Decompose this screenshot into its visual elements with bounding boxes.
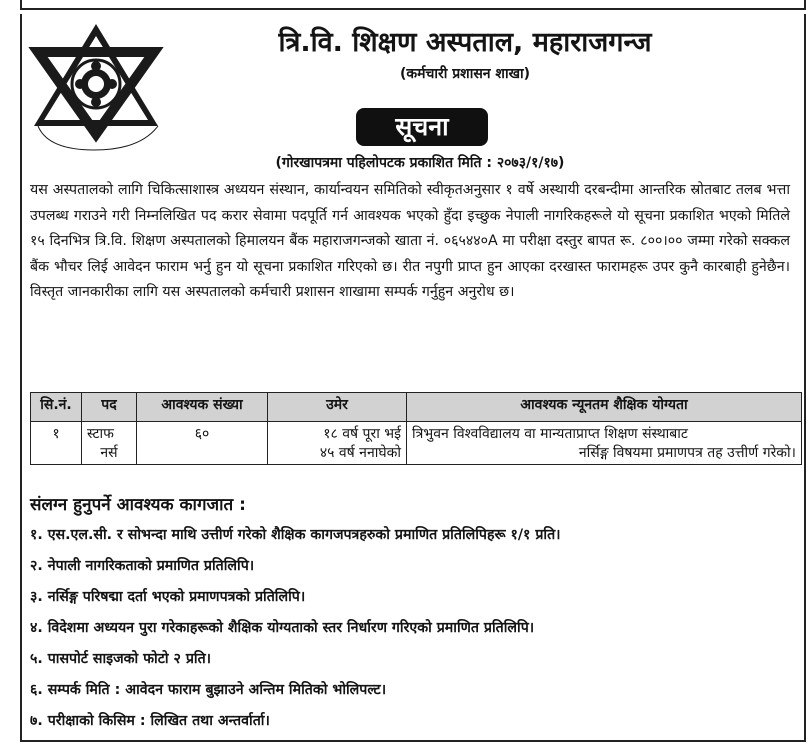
notice-badge: सूचना (356, 108, 488, 146)
list-item: ४. विदेशमा अध्ययन पुरा गरेकाहरूको शैक्षिक योग्यताको स्तर निर्धारण गरिएको प्रमाणित प्रतिलिपि। (30, 620, 535, 636)
required-documents-list (30, 522, 800, 739)
table-row (31, 422, 802, 465)
list-item: ६. सम्पर्क मिति : आवेदन फाराम बुझाउने अन्तिम मितिको भोलिपल्ट। (30, 682, 387, 698)
col-age: उमेर (268, 393, 407, 422)
cell-post-line1: स्टाफ (87, 426, 114, 442)
col-sn: सि.नं. (31, 393, 82, 422)
list-item: १. एस.एल.सी. र सोभन्दा माथि उत्तीर्ण गरेको शैक्षिक कागजपत्रहरुको प्रमाणित प्रतिलिपिहरू १/१ प्रति। (30, 527, 561, 543)
cell-qualification (407, 422, 802, 465)
required-documents-heading: संलग्न हुनुपर्ने आवश्यक कागजात : (30, 495, 246, 515)
cell-age (268, 422, 407, 465)
cell-sn: १ (31, 422, 82, 465)
vacancy-table (30, 392, 802, 465)
list-item: ३. नर्सिङ्ग परिषद्मा दर्ता भएको प्रमाणपत्रको प्रतिलिपि। (30, 589, 306, 605)
list-item: २. नेपाली नागरिकताको प्रमाणित प्रतिलिपि। (30, 558, 255, 574)
table-header-row (31, 393, 802, 422)
cell-qualification-line2: नर्सिङ्ग विषयमा प्रमाणपत्र तह उत्तीर्ण गरेको। (578, 445, 796, 461)
cell-age-line1: १८ वर्ष पूरा भई (323, 426, 401, 442)
cell-qualification-line1: त्रिभुवन विश्वविद्यालय वा मान्यताप्राप्त शिक्षण संस्थाबाट (412, 426, 688, 442)
col-count: आवश्यक संख्या (137, 393, 268, 422)
hospital-title: त्रि.वि. शिक्षण अस्पताल, महाराजगन्ज (278, 27, 652, 58)
tu-iom-emblem-icon (28, 22, 164, 152)
cell-post (82, 422, 137, 465)
publication-date: (गोरखापत्रमा पहिलोपटक प्रकाशित मिति : २०७३/१/१७) (275, 155, 565, 171)
cell-age-line2: ४५ वर्ष ननाघेको (319, 445, 401, 461)
col-post: पद (82, 393, 137, 422)
department-subtitle: (कर्मचारी प्रशासन शाखा) (399, 66, 531, 82)
top-border (20, 0, 806, 10)
header (175, 26, 755, 83)
cell-count: ६० (137, 422, 268, 465)
list-item: ७. परीक्षाको किसिम : लिखित तथा अन्तर्वार्ता। (30, 713, 270, 729)
list-item: ५. पासपोर्ट साइजको फोटो २ प्रति। (30, 651, 212, 667)
cell-post-line2: नर्स (100, 445, 118, 461)
intro-paragraph: यस अस्पतालको लागि चिकित्साशास्त्र अध्ययन संस्थान, कार्यान्वयन समितिको स्वीकृतअनुसार १ वर्षे अस्थायी दरबन्दीमा आन्तरिक स्रोतबाट तलब भत्ता उपलब्ध गराउने गरी निम्नलिखित पद करार सेवामा पदपूर्ति गर्न आवश्यक भएको हुँदा इच्छुक नेपाली नागरिकहरूले यो सूचना प्रकाशित भएको मितिले १५ दिनभित्र त्रि.वि. शिक्षण अस्पतालको हिमालयन बैंक महाराजगन्जको खाता नं. ०६५४४०A मा परीक्षा दस्तुर बापत रू. ८००।०० जम्मा गरेको सक्कल बैंक भौचर लिई आवेदन फाराम भर्नु हुन यो सूचना प्रकाशित गरिएको छ। रीत नपुगी प्राप्त हुन आएका दरखास्त फारामहरू उपर कुनै कारबाही हुनेछैन। विस्तृत जानकारीका लागि यस अस्पतालको कर्मचारी प्रशासन शाखामा सम्पर्क गर्नुहुन अनुरोध छ। (30, 182, 790, 300)
col-qualification: आवश्यक न्यूनतम शैक्षिक योग्यता (407, 393, 802, 422)
